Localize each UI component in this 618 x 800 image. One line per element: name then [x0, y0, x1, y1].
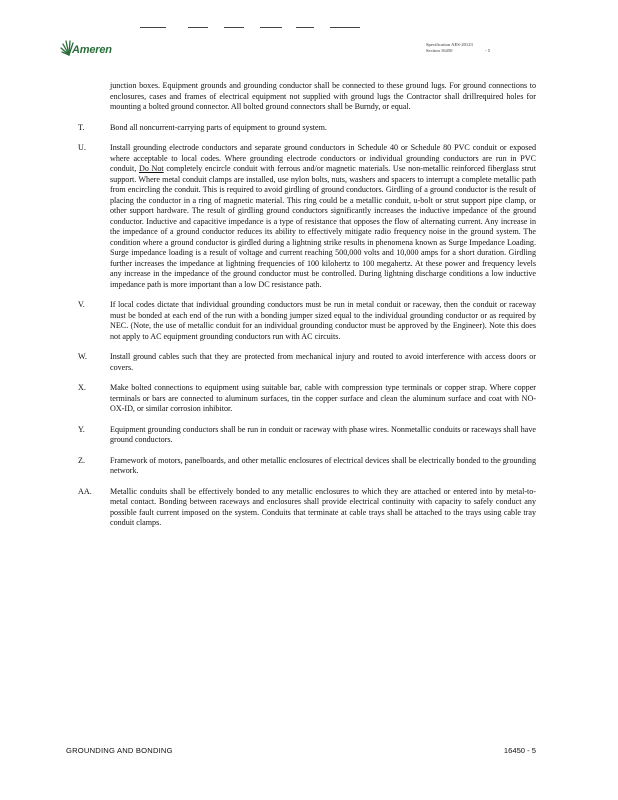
- footer-section-title: GROUNDING AND BONDING: [66, 746, 173, 755]
- item-label: AA.: [78, 486, 92, 496]
- list-item-u: [78, 143, 536, 290]
- list-item-aa: [78, 487, 536, 529]
- item-label: W.: [78, 352, 87, 361]
- item-text: Framework of motors, panelboards, and other metallic enclosures of electrical devices shall be electrically bonded to the grounding network.: [110, 455, 536, 475]
- item-label: Z.: [78, 455, 85, 465]
- item-text: If local codes dictate that individual grounding conductors must be run in metal conduit or raceway, then the conduit or raceway must be bonded at each end of the run with a bonding jumper sized equal to the individual grounding conductor or as required by NEC. (Note, the use of metallic conduit for an individual grounding conductor must be approved by the Engineer). Note this does not apply to AC equipment grounding conductors run with AC circuits.: [110, 300, 536, 341]
- list-item-v: [78, 300, 536, 342]
- item-text: Metallic conduits shall be effectively bonded to any metallic enclosures to which they are attached or entered into by metal-to-metal contact. Bonding between raceways and enclosures shall provide electrical continuity with capacity to safely conduct any possible fault current imposed on the system. Conduits that terminate at cable trays shall be attached to the trays using cable tray conduit clamps.: [110, 486, 536, 527]
- item-text: [110, 143, 536, 290]
- item-label: X.: [78, 383, 86, 392]
- item-text-part: Install grounding electrode conductors and separate ground conductors in Schedule 40 or Schedule 80 PVC conduit or exposed where acceptable to local codes. Where grounding electrode conductors or individual grounding conductors are run in PVC conduit,: [110, 143, 536, 173]
- spec-page: - 5: [485, 48, 490, 53]
- item-label: Y.: [78, 424, 85, 434]
- intro-paragraph: junction boxes. Equipment grounds and grounding conductor shall be connected to these ground lugs. For ground connections to enclosures, cases and frames of electrical equipment not supplied with ground lugs the Contractor shall drillrequired holes for mounting a bolted ground connector. All bolted ground connectors shall be Burndy, or equal.: [110, 81, 536, 111]
- item-text: Bond all noncurrent-carrying parts of equipment to ground system.: [110, 122, 327, 132]
- item-label: U.: [78, 143, 86, 152]
- section-number: Section 16450: [426, 48, 453, 53]
- list-item-x: [78, 383, 536, 415]
- header-rule-marks: [140, 27, 370, 30]
- item-text: Make bolted connections to equipment using suitable bar, cable with compression type terminals or copper strap. Where copper terminals or bars are connected to aluminum surfaces, tin the copper surface and clean the aluminum surface and coat with NO-OX-ID, or similar corrosion inhibitor.: [110, 383, 536, 413]
- document-body: [78, 81, 536, 529]
- item-text-part: completely encircle conduit with ferrous and/or magnetic materials. Use non-metallic reinforced fiberglass strut support. Where metal conduit clamps are installed, use nylon bolts, nuts, washers and spacers to interrupt a complete metallic path from encircling the conduit. This is required to avoid girdling of ground conductors. Girdling of a ground conductor is the result of placing the conductor in a ring of magnetic material. This ring could be a metallic conduit, u-bolt or strut support pipe clamp, or other support hardware. The result of girdling ground conductors significantly increases the inductive impedance of the ground conductor. Inductive and capacitive impedance is a type of resistance that opposes the flow of alternating current. Any increase in the impedance of a ground conductor reduces its ability to effectively mitigate radio frequency noise in the ground system. The condition where a ground conductor is girdled during a lightning strike results in phenomena known as Surge Impedance Loading. Surge impedance loading is a result of voltage and current reaching 500,000 volts and 10,000 amps for a short duration. Girdling further increases the impedance at lightning frequencies of 100 kilohertz to 100 megahertz. At these power and frequency levels any increase in the impedance of the ground conductor must be controlled. During lightning discharge conditions a low inductive impedance path is more important than a low DC resistance path.: [110, 164, 536, 289]
- company-logo: [60, 40, 130, 60]
- spec-header: [426, 42, 490, 54]
- list-item-y: [78, 425, 536, 446]
- item-text: Install ground cables such that they are protected from mechanical injury and routed to avoid interference with access doors or covers.: [110, 352, 536, 372]
- logo-text: Ameren: [72, 44, 112, 56]
- spec-number: Specification AES-20123: [426, 42, 473, 47]
- footer-page-number: 16450 - 5: [503, 746, 536, 755]
- underlined-emphasis: Do Not: [138, 164, 164, 173]
- item-text: Equipment grounding conductors shall be run in conduit or raceway with phase wires. Nonmetallic conduits or raceways shall have ground conductors.: [110, 424, 536, 444]
- item-label: T.: [78, 122, 85, 132]
- list-item-w: [78, 352, 536, 373]
- list-item-t: [78, 123, 536, 134]
- item-label: V.: [78, 300, 85, 309]
- list-item-z: [78, 456, 536, 477]
